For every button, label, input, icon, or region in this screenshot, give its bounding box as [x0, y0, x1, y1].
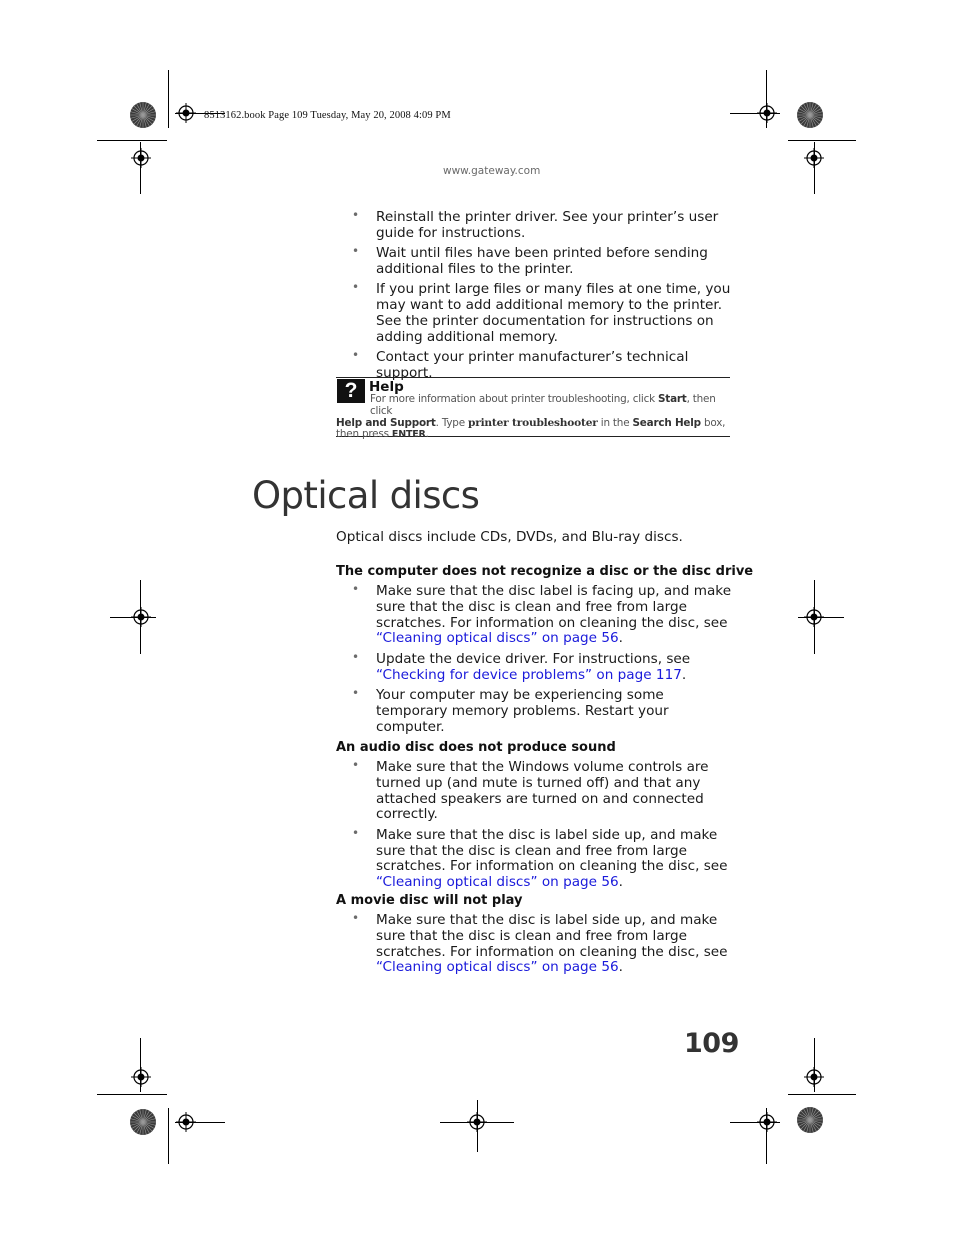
- registration-mark-icon: [804, 148, 824, 168]
- color-target-icon: [129, 101, 157, 129]
- registration-mark-icon: [467, 1112, 487, 1132]
- registration-mark-icon: [757, 1112, 777, 1132]
- list-item: • Update the device driver. For instructions, see “Checking for device problems” on page 117.: [352, 649, 691, 683]
- bullet-icon: •: [352, 649, 360, 664]
- list-item: • Make sure that the disc label is facing up, and make sure that the disc is clean and free from large scratches. For information on cleaning the disc, see “Cleaning optical discs” on page 56.: [352, 582, 732, 647]
- help-note: [336, 377, 730, 441]
- cleaning-optical-discs-link[interactable]: “Cleaning optical discs” on page 56: [376, 874, 619, 891]
- audio-no-sound-list: [352, 758, 732, 896]
- crop-line: [97, 140, 167, 141]
- help-text: For more information about printer troubleshooting, click Start, then click Help and Support. Type printer troubleshooter in the Search Help box, then press ENTER.: [336, 393, 726, 441]
- bullet-icon: •: [352, 758, 360, 772]
- crop-line: [788, 140, 856, 141]
- subheading-movie-will-not-play: A movie disc will not play: [336, 893, 523, 908]
- crop-line: [168, 70, 169, 128]
- registration-mark-icon: [131, 148, 151, 168]
- movie-will-not-play-list: [352, 911, 732, 981]
- help-title: Help: [369, 379, 404, 395]
- list-item: • Make sure that the disc is label side up, and make sure that the disc is clean and free from large scratches. For information on cleaning the disc, see “Cleaning optical discs” on page 56.: [352, 825, 728, 891]
- crop-line: [788, 1094, 856, 1095]
- color-target-icon: [129, 1108, 157, 1136]
- color-target-icon: [796, 101, 824, 129]
- registration-mark-icon: [131, 1067, 151, 1087]
- checking-device-problems-link[interactable]: “Checking for device problems” on page 117: [376, 666, 682, 683]
- list-item: • Make sure that the Windows volume controls are turned up (and mute is turned off) and that any attached speakers are turned on and connected correctly.: [352, 758, 709, 823]
- subheading-audio-no-sound: An audio disc does not produce sound: [336, 740, 616, 755]
- disc-not-recognized-list: [352, 582, 732, 740]
- section-title: Optical discs: [252, 474, 480, 517]
- bullet-icon: •: [352, 280, 360, 295]
- registration-mark-icon: [176, 103, 196, 123]
- registration-mark-icon: [176, 1112, 196, 1132]
- cleaning-optical-discs-link[interactable]: “Cleaning optical discs” on page 56: [376, 630, 619, 647]
- bullet-icon: •: [352, 348, 360, 363]
- list-item: • If you print large files or many files at one time, you may want to add additional memory to the printer. See the printer documentation for instructions on adding additional memory.: [352, 280, 731, 345]
- registration-mark-icon: [131, 607, 151, 627]
- subheading-disc-not-recognized: The computer does not recognize a disc or the disc drive: [336, 564, 754, 579]
- site-url: www.gateway.com: [443, 165, 541, 177]
- bullet-icon: •: [352, 685, 360, 700]
- color-target-icon: [796, 1106, 824, 1134]
- list-item: • Reinstall the printer driver. See your printer’s user guide for instructions.: [352, 208, 719, 241]
- bullet-icon: •: [352, 208, 360, 222]
- bullet-icon: •: [352, 825, 360, 840]
- section-intro: Optical discs include CDs, DVDs, and Blu-ray discs.: [336, 529, 683, 545]
- bullet-icon: •: [352, 244, 360, 259]
- cleaning-optical-discs-link[interactable]: “Cleaning optical discs” on page 56: [376, 959, 619, 976]
- list-item: • Your computer may be experiencing some temporary memory problems. Restart your computer.: [352, 685, 669, 735]
- registration-mark-icon: [804, 1067, 824, 1087]
- question-mark-icon: ?: [337, 379, 365, 403]
- crop-line: [168, 1108, 169, 1164]
- list-item: • Contact your printer manufacturer’s technical support.: [352, 348, 689, 381]
- list-item: • Make sure that the disc is label side up, and make sure that the disc is clean and free from large scratches. For information on cleaning the disc, see “Cleaning optical discs” on page 56.: [352, 911, 728, 976]
- printer-tips-list: [352, 208, 732, 386]
- crop-line: [97, 1094, 167, 1095]
- list-item: • Wait until files have been printed before sending additional files to the printer.: [352, 244, 708, 277]
- bullet-icon: •: [352, 911, 360, 925]
- bullet-icon: •: [352, 582, 360, 596]
- page-number: 109: [684, 1028, 739, 1059]
- registration-mark-icon: [804, 607, 824, 627]
- print-slug: 8513162.book Page 109 Tuesday, May 20, 2008 4:09 PM: [204, 110, 451, 121]
- registration-mark-icon: [757, 103, 777, 123]
